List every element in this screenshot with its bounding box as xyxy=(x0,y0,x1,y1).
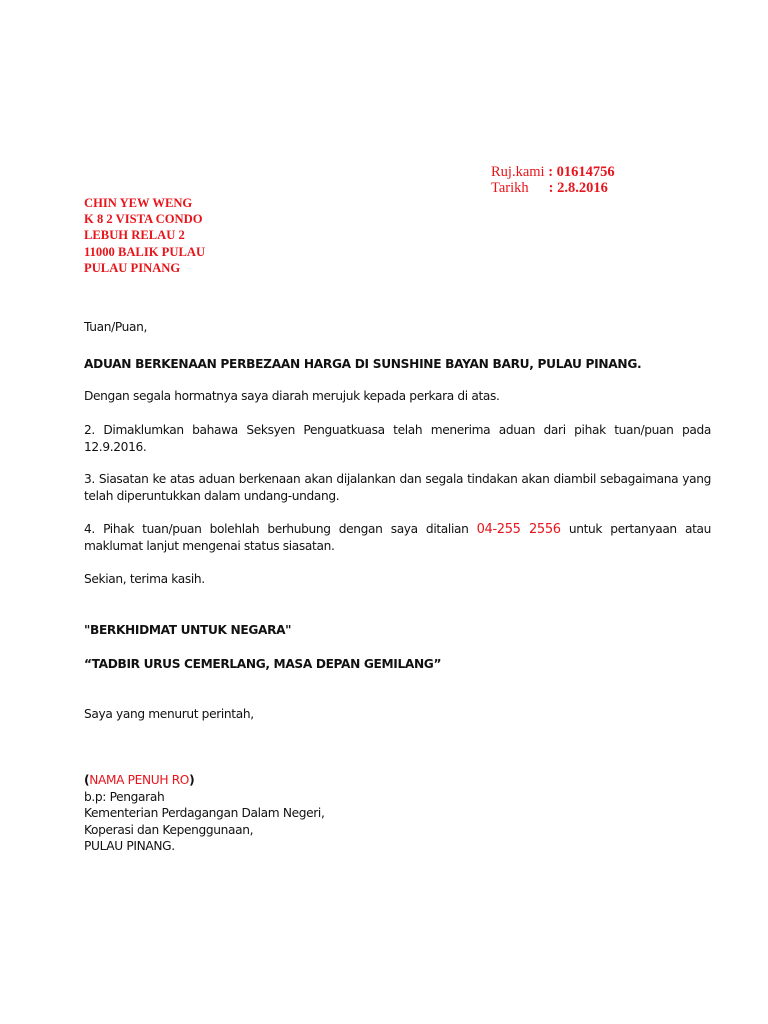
paragraph-3-line-1: 3. Siasatan ke atas aduan berkenaan akan dijalankan dan segala tindakan akan diambil sebagaimana yang xyxy=(84,472,711,486)
closing-thanks: Sekian, terima kasih. xyxy=(84,572,205,586)
signoff: Saya yang menurut perintah, xyxy=(84,707,254,721)
salutation: Tuan/Puan, xyxy=(84,320,148,334)
paragraph-2-line-2: 12.9.2016. xyxy=(84,440,147,454)
reference-date xyxy=(491,180,608,197)
tarikh-value: : 2.8.2016 xyxy=(548,180,608,196)
opening-paragraph: Dengan segala hormatnya saya diarah merujuk kepada perkara di atas. xyxy=(84,389,500,403)
signature-block xyxy=(84,772,325,855)
paragraph-3-line-2: telah diperuntukkan dalam undang-undang. xyxy=(84,489,340,503)
ruj-value: : 01614756 xyxy=(548,164,615,180)
paragraph-4-text: 4. Pihak tuan/puan bolehlah berhubung dengan saya ditalian xyxy=(84,522,477,536)
motto-tadbir-urus: “TADBIR URUS CEMERLANG, MASA DEPAN GEMILANG” xyxy=(84,657,442,671)
signature-line: Koperasi dan Kepenggunaan, xyxy=(84,822,254,837)
signature-line: PULAU PINANG. xyxy=(84,839,175,853)
reference-number xyxy=(491,164,615,181)
address-line: K 8 2 VISTA CONDO xyxy=(84,212,203,227)
paragraph-2 xyxy=(84,422,711,456)
tarikh-label: Tarikh xyxy=(491,180,529,196)
ruj-label: Ruj.kami xyxy=(491,164,545,180)
motto-berkhidmat: "BERKHIDMAT UNTUK NEGARA" xyxy=(84,623,292,637)
signature-line: b.p: Pengarah xyxy=(84,789,165,804)
paragraph-4-line-2: maklumat lanjut mengenai status siasatan. xyxy=(84,539,335,553)
paragraph-4-text-end: untuk pertanyaan atau xyxy=(560,522,711,536)
signatory-name-placeholder: NAMA PENUH RO xyxy=(89,773,190,787)
open-paren: ( xyxy=(84,773,90,787)
signatory-name-line xyxy=(84,772,325,789)
address-line: CHIN YEW WENG xyxy=(84,196,193,210)
phone-number: 04-255 2556 xyxy=(476,522,561,537)
paragraph-3 xyxy=(84,471,711,505)
address-line: 11000 BALIK PULAU xyxy=(84,244,206,259)
paragraph-4 xyxy=(84,521,711,555)
address-line: PULAU PINANG xyxy=(84,260,181,275)
subject-heading: ADUAN BERKENAAN PERBEZAAN HARGA DI SUNSHINE BAYAN BARU, PULAU PINANG. xyxy=(84,357,642,371)
recipient-address xyxy=(84,195,205,276)
address-line: LEBUH RELAU 2 xyxy=(84,228,185,243)
paragraph-4-line-1 xyxy=(84,521,711,538)
signature-line: Kementerian Perdagangan Dalam Negeri, xyxy=(84,806,325,820)
close-paren: ) xyxy=(189,773,195,787)
paragraph-2-line-1: 2. Dimaklumkan bahawa Seksyen Penguatkuasa telah menerima aduan dari pihak tuan/puan pada xyxy=(84,423,711,437)
